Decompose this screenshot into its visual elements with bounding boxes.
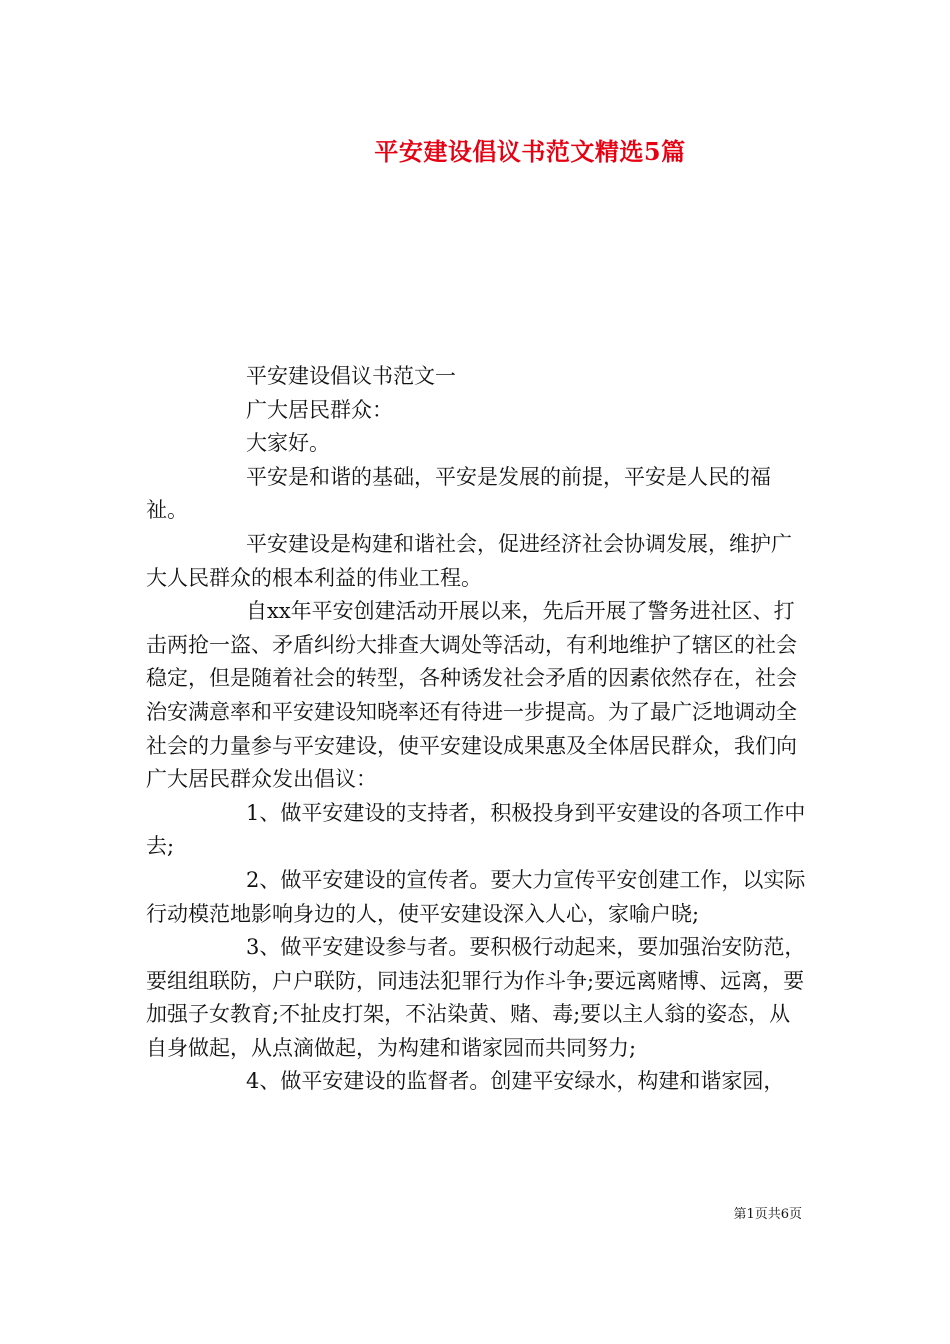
paragraph: 自xx年平安创建活动开展以来，先后开展了警务进社区、打击两抢一盗、矛盾纠纷大排查大调处等活动，有利地维护了辖区的社会稳定，但是随着社会的转型，各种诱发社会矛盾的因素依然存在，社会治安满意率和平安建设知晓率还有待进一步提高。为了最广泛地调动全社会的力量参与平安建设，使平安建设成果惠及全体居民群众，我们向广大居民群众发出倡议： (146, 599, 797, 792)
document-body (146, 360, 806, 1099)
paragraph-item-2: 2、做平安建设的宣传者。要大力宣传平安创建工作，以实际行动模范地影响身边的人，使平安建设深入人心，家喻户晓; (146, 867, 806, 926)
paragraph-item-3: 3、做平安建设参与者。要积极行动起来，要加强治安防范，要组组联防，户户联防，同违法犯罪行为作斗争;要远离赌博、远离，要加强子女教育;不扯皮打架，不沾染黄、赌、毒;要以主人翁的姿态，从自身做起，从点滴做起，为构建和谐家园而共同努力; (146, 935, 806, 1060)
paragraph-heading: 平安建设倡议书范文一 (246, 364, 456, 388)
page-number-footer: 第1页共6页 (733, 1207, 802, 1222)
paragraph-item-1: 1、做平安建设的支持者，积极投身到平安建设的各项工作中去; (146, 800, 806, 859)
paragraph-greeting: 大家好。 (246, 431, 330, 456)
document-title: 平安建设倡议书范文精选5篇 (374, 137, 686, 166)
paragraph: 平安建设是构建和谐社会，促进经济社会协调发展，维护广大人民群众的根本利益的伟业工程。 (146, 531, 792, 590)
paragraph-salutation: 广大居民群众： (246, 397, 393, 422)
paragraph: 平安是和谐的基础，平安是发展的前提，平安是人民的福祉。 (146, 464, 771, 523)
paragraph-item-4: 4、做平安建设的监督者。创建平安绿水，构建和谐家园， (246, 1069, 785, 1094)
